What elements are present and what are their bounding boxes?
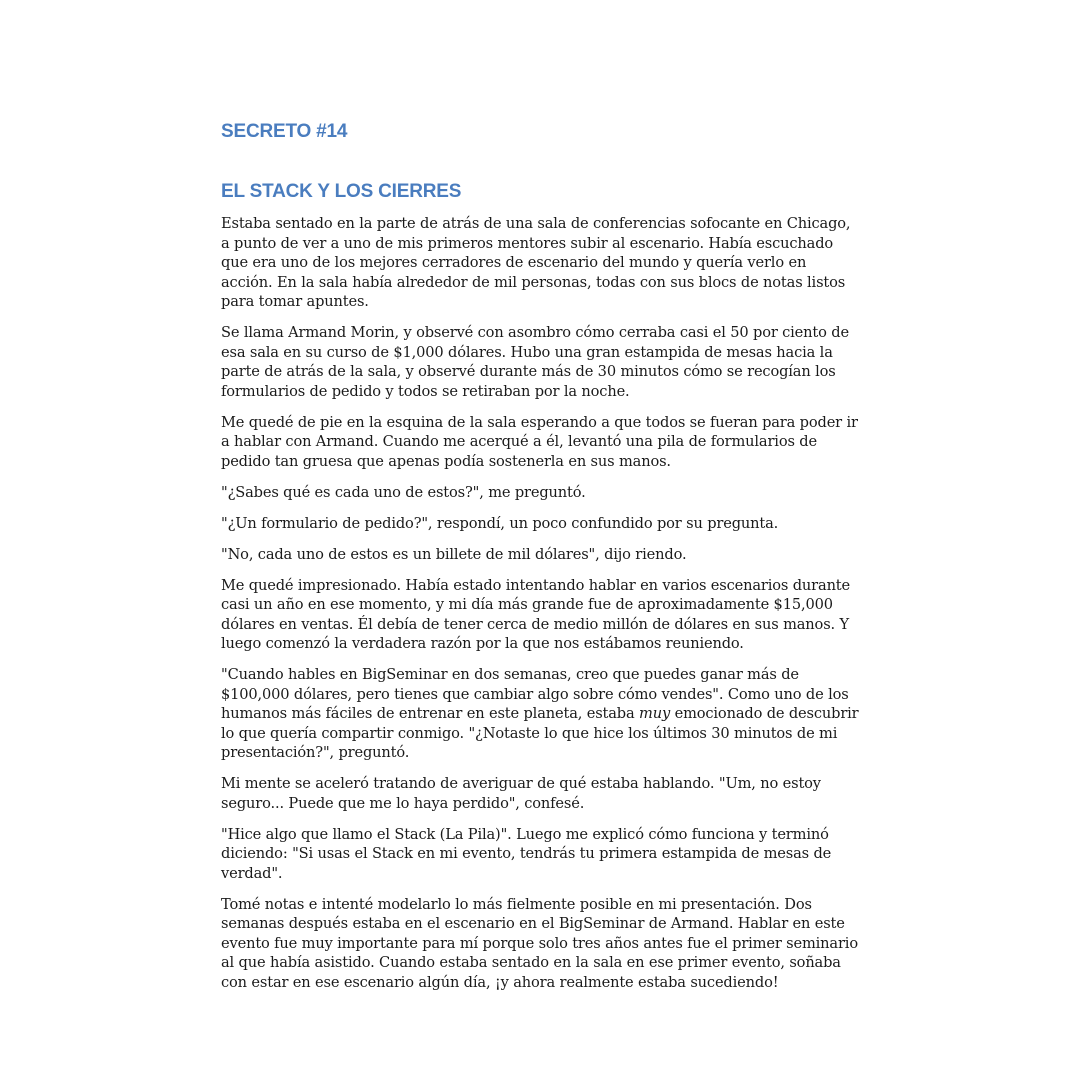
paragraph-text: "Cuando hables en BigSeminar en dos semanas, creo que puedes ganar más de $100,000 dólares, pero tienes que cambiar algo sobre cómo vendes". Como uno de los humanos más fáciles de entrenar en este planeta, estaba [221,666,849,722]
paragraph: Me quedé de pie en la esquina de la sala esperando a que todos se fueran para poder ir a hablar con Armand. Cuando me acerqué a él, levantó una pila de formularios de pedido tan gruesa que apenas podía sostenerla en sus manos. [221,413,858,470]
chapter-title: EL STACK Y LOS CIERRES [221,181,462,202]
document-page [221,118,861,1004]
paragraph-with-emphasis [221,665,861,763]
paragraph: Tomé notas e intenté modelarlo lo más fielmente posible en mi presentación. Dos semanas después estaba en el escenario en el BigSeminar de Armand. Hablar en este evento fue muy importante para mí porque solo tres años antes fue el primer seminario al que había asistido. Cuando estaba sentado en la sala en ese primer evento, soñaba con estar en ese escenario algún día, ¡y ahora realmente estaba sucediendo! [221,895,858,991]
paragraph: "¿Un formulario de pedido?", respondí, un poco confundido por su pregunta. [221,514,779,532]
paragraph: Me quedé impresionado. Había estado intentando hablar en varios escenarios durante casi un año en ese momento, y mi día más grande fue de aproximadamente $15,000 dólares en ventas. Él debía de tener cerca de medio millón de dólares en sus manos. Y luego comenzó la verdadera razón por la que nos estábamos reuniendo. [221,576,851,652]
paragraph: "Hice algo que llamo el Stack (La Pila)". Luego me explicó cómo funciona y terminó diciendo: "Si usas el Stack en mi evento, tendrás tu primera estampida de mesas de verdad". [221,825,832,882]
paragraph: Se llama Armand Morin, y observé con asombro cómo cerraba casi el 50 por ciento de esa sala en su curso de $1,000 dólares. Hubo una gran estampida de mesas hacia la parte de atrás de la sala, y observé durante más de 30 minutos cómo se recogían los formularios de pedido y todos se retiraban por la noche. [221,324,849,400]
paragraph: Mi mente se aceleró tratando de averiguar de qué estaba hablando. "Um, no estoy seguro... Puede que me lo haya perdido", confesé. [221,775,821,812]
paragraph: "¿Sabes qué es cada uno de estos?", me preguntó. [221,483,586,501]
paragraph: Estaba sentado en la parte de atrás de una sala de conferencias sofocante en Chicago, a punto de ver a uno de mis primeros mentores subir al escenario. Había escuchado que era uno de los mejores cerradores de escenario del mundo y quería verlo en acción. En la sala había alrededor de mil personas, todas con sus blocs de notas listos para tomar apuntes. [221,215,851,310]
emphasis-text: muy [639,705,671,722]
paragraph: "No, cada uno de estos es un billete de mil dólares", dijo riendo. [221,545,687,563]
paragraph-text: emocionado de descubrir lo que quería compartir conmigo. "¿Notaste lo que hice los últimos 30 minutos de mi presentación?", preguntó. [221,705,859,761]
secret-label: SECRETO #14 [221,121,348,142]
